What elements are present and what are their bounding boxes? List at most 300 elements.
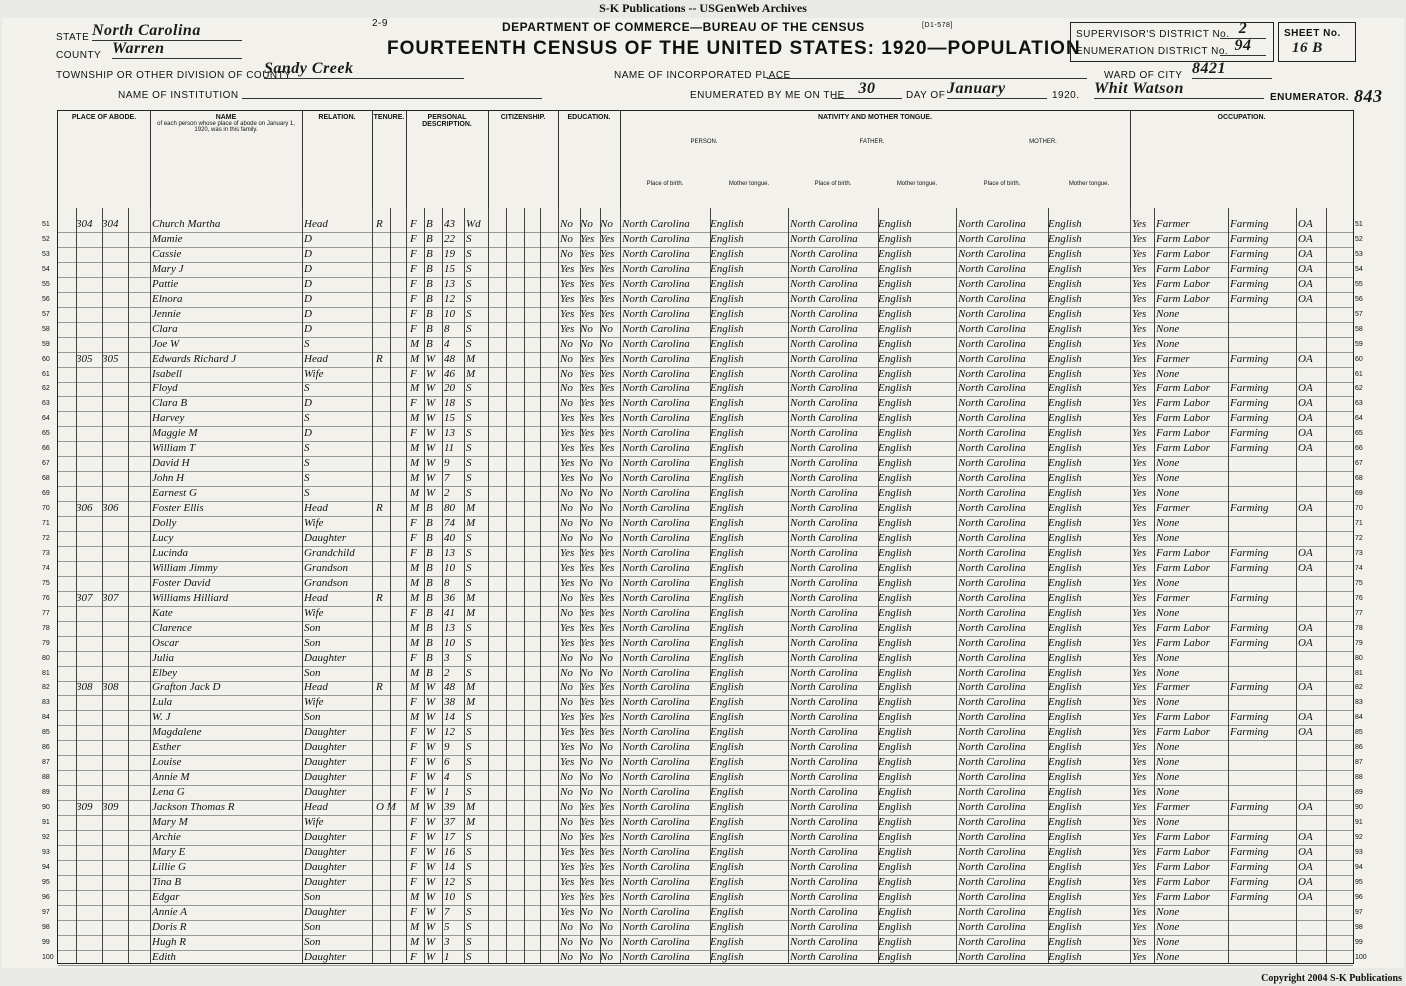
cell-relation: Daughter <box>304 950 347 963</box>
cell-mtongue: English <box>1048 651 1082 664</box>
cell-mtongue: English <box>1048 950 1082 963</box>
cell-write: Yes <box>600 546 615 559</box>
cell-age: 9 <box>444 457 450 470</box>
cell-english: Yes <box>1132 651 1147 664</box>
line-number-right: 57 <box>1355 310 1363 318</box>
cell-occupation: None <box>1156 696 1180 709</box>
cell-tongue: English <box>710 561 744 574</box>
cell-fbirth: North Carolina <box>790 801 858 814</box>
cell-english: Yes <box>1132 457 1147 470</box>
cell-class <box>1298 770 1324 785</box>
cell-dwelling <box>76 860 100 875</box>
cell-family <box>102 247 126 262</box>
cell-race: B <box>426 576 433 589</box>
cell-mtongue: English <box>1048 457 1082 470</box>
cell-industry: Farming <box>1230 277 1269 290</box>
cell-occupation: None <box>1156 472 1180 485</box>
cell-relation: Son <box>304 666 321 679</box>
cell-mtongue: English <box>1048 860 1082 873</box>
cell-write: Yes <box>600 860 615 873</box>
cell-mtongue: English <box>1048 591 1082 604</box>
cell-name: Edwards Richard J <box>152 352 237 365</box>
table-row <box>42 785 1363 801</box>
cell-marital: S <box>466 786 472 799</box>
cell-fbirth: North Carolina <box>790 546 858 559</box>
cell-mtongue: English <box>1048 367 1082 380</box>
cell-marital: M <box>466 352 476 365</box>
cell-marital: S <box>466 726 472 739</box>
cell-birth: North Carolina <box>622 487 690 500</box>
line-number: 68 <box>42 475 50 483</box>
cell-relation: S <box>304 337 310 350</box>
cell-read: Yes <box>580 367 595 380</box>
cell-industry <box>1230 920 1296 935</box>
cell-industry <box>1230 486 1296 501</box>
cell-fbirth: North Carolina <box>790 531 858 544</box>
cell-write: No <box>600 950 613 963</box>
cell-marital: M <box>466 696 476 709</box>
cell-school: No <box>560 830 573 843</box>
column-rule <box>1326 208 1327 963</box>
cell-mbirth: North Carolina <box>958 905 1026 918</box>
cell-class: OA <box>1298 427 1313 440</box>
cell-industry: Farming <box>1230 442 1269 455</box>
cell-mbirth: North Carolina <box>958 830 1026 843</box>
cell-tongue: English <box>710 771 744 784</box>
table-row <box>42 860 1363 876</box>
line-number-right: 69 <box>1355 490 1363 498</box>
cell-sex: M <box>410 412 420 425</box>
cell-mtongue: English <box>1048 247 1082 260</box>
cell-read: No <box>580 935 593 948</box>
cell-dwelling <box>76 277 100 292</box>
cell-race: B <box>426 322 433 335</box>
cell-mtongue: English <box>1048 875 1082 888</box>
column-rule <box>406 208 407 963</box>
cell-birth: North Carolina <box>622 218 690 230</box>
cell-ftongue: English <box>878 412 912 425</box>
cell-name: Clara <box>152 322 178 335</box>
cell-occupation: None <box>1156 666 1180 679</box>
cell-birth: North Carolina <box>622 756 690 769</box>
cell-read: Yes <box>580 262 595 275</box>
cell-name: Annie A <box>152 905 187 918</box>
line-number-right: 88 <box>1355 774 1363 782</box>
cell-marital: S <box>466 621 472 634</box>
ward-label: WARD OF CITY <box>1104 70 1183 81</box>
cell-tenure: R <box>376 591 383 604</box>
cell-mtongue: English <box>1048 816 1082 828</box>
cell-marital: S <box>466 875 472 888</box>
cell-read: Yes <box>580 711 595 724</box>
cell-class <box>1298 606 1324 621</box>
cell-marital: S <box>466 457 472 470</box>
cell-dwelling <box>76 262 100 277</box>
cell-dwelling <box>76 950 100 965</box>
cell-class <box>1298 651 1324 666</box>
cell-mtongue: English <box>1048 218 1082 230</box>
line-number-right: 64 <box>1355 415 1363 423</box>
table-row <box>42 755 1363 771</box>
cell-class: OA <box>1298 397 1313 410</box>
line-number: 75 <box>42 579 50 587</box>
cell-english: Yes <box>1132 935 1147 948</box>
cell-mbirth: North Carolina <box>958 801 1026 814</box>
cell-school: No <box>560 920 573 933</box>
cell-marital: M <box>466 606 476 619</box>
cell-occupation: Farm Labor <box>1156 636 1211 649</box>
cell-write: Yes <box>600 696 615 709</box>
cell-name: William Jimmy <box>152 561 218 574</box>
enumerator-value: Whit Watson <box>1094 80 1264 99</box>
cell-school: Yes <box>560 277 575 290</box>
cell-mtongue: English <box>1048 232 1082 245</box>
cell-family <box>102 307 126 322</box>
cell-english: Yes <box>1132 472 1147 485</box>
cell-age: 6 <box>444 756 450 769</box>
cell-family <box>102 845 126 860</box>
cell-dwelling <box>76 531 100 546</box>
line-number-right: 87 <box>1355 759 1363 767</box>
line-number-right: 72 <box>1355 534 1363 542</box>
cell-relation: Head <box>304 681 328 694</box>
cell-marital: M <box>466 502 476 515</box>
cell-sex: F <box>410 247 417 260</box>
cell-mbirth: North Carolina <box>958 741 1026 754</box>
cell-dwelling: 308 <box>76 681 93 694</box>
cell-english: Yes <box>1132 382 1147 395</box>
cell-occupation: None <box>1156 786 1180 799</box>
column-rule <box>128 208 129 963</box>
cell-tongue: English <box>710 801 744 814</box>
cell-family <box>102 471 126 486</box>
cell-name: Earnest G <box>152 487 197 500</box>
cell-write: Yes <box>600 292 615 305</box>
cell-marital: S <box>466 382 472 395</box>
cell-mbirth: North Carolina <box>958 232 1026 245</box>
line-number-right: 60 <box>1355 355 1363 363</box>
cell-occupation: Farm Labor <box>1156 397 1211 410</box>
cell-fbirth: North Carolina <box>790 711 858 724</box>
cell-fbirth: North Carolina <box>790 875 858 888</box>
cell-class <box>1298 337 1324 352</box>
line-number: 85 <box>42 729 50 737</box>
cell-class <box>1298 815 1324 830</box>
cell-age: 1 <box>444 950 450 963</box>
cell-name: Lula <box>152 696 173 709</box>
header-father-birth: Place of birth. <box>814 181 852 187</box>
cell-dwelling <box>76 695 100 710</box>
supervisor-value: 2 <box>1220 20 1266 39</box>
cell-birth: North Carolina <box>622 427 690 440</box>
cell-marital: S <box>466 262 472 275</box>
cell-write: Yes <box>600 606 615 619</box>
cell-age: 2 <box>444 666 450 679</box>
cell-relation: Grandson <box>304 561 349 574</box>
cell-race: B <box>426 636 433 649</box>
cell-ftongue: English <box>878 232 912 245</box>
cell-ftongue: English <box>878 905 912 918</box>
table-row <box>42 546 1363 562</box>
cell-mtongue: English <box>1048 502 1082 515</box>
cell-age: 13 <box>444 546 455 559</box>
cell-family <box>102 516 126 531</box>
cell-family <box>102 292 126 307</box>
line-number-right: 65 <box>1355 430 1363 438</box>
cell-dwelling <box>76 666 100 681</box>
header-mother-tongue: Mother tongue. <box>1068 181 1110 187</box>
cell-age: 46 <box>444 367 455 380</box>
cell-school: Yes <box>560 890 575 903</box>
cell-race: W <box>426 935 436 948</box>
cell-age: 12 <box>444 292 455 305</box>
cell-industry: Farming <box>1230 247 1269 260</box>
cell-ftongue: English <box>878 218 912 230</box>
cell-class <box>1298 456 1324 471</box>
cell-english: Yes <box>1132 816 1147 828</box>
cell-relation: Daughter <box>304 531 347 544</box>
cell-tongue: English <box>710 218 744 230</box>
cell-class <box>1298 950 1324 965</box>
cell-family <box>102 621 126 636</box>
cell-tongue: English <box>710 591 744 604</box>
cell-class: OA <box>1298 442 1313 455</box>
cell-tongue: English <box>710 517 744 529</box>
corner-note: 843 <box>1354 86 1383 106</box>
column-rule <box>442 208 443 963</box>
cell-mbirth: North Carolina <box>958 322 1026 335</box>
cell-marital: S <box>466 442 472 455</box>
cell-read: No <box>580 756 593 769</box>
header-father: FATHER. <box>859 139 885 145</box>
cell-school: No <box>560 337 573 350</box>
cell-tenure: R <box>376 352 383 365</box>
cell-write: Yes <box>600 262 615 275</box>
cell-mbirth: North Carolina <box>958 696 1026 709</box>
cell-industry <box>1230 576 1296 591</box>
table-row <box>42 471 1363 487</box>
cell-class <box>1298 322 1324 337</box>
line-number-right: 71 <box>1355 520 1363 527</box>
cell-tongue: English <box>710 576 744 589</box>
cell-sex: M <box>410 890 420 903</box>
cell-class <box>1298 666 1324 681</box>
line-number: 62 <box>42 385 50 393</box>
cell-name: Lucy <box>152 531 174 544</box>
cell-relation: Head <box>304 502 328 515</box>
line-number-right: 85 <box>1355 729 1363 737</box>
cell-class: OA <box>1298 502 1313 515</box>
cell-industry <box>1230 666 1296 681</box>
cell-school: Yes <box>560 262 575 275</box>
cell-english: Yes <box>1132 636 1147 649</box>
cell-birth: North Carolina <box>622 561 690 574</box>
cell-english: Yes <box>1132 860 1147 873</box>
cell-school: No <box>560 651 573 664</box>
cell-fbirth: North Carolina <box>790 636 858 649</box>
line-number-right: 63 <box>1355 400 1363 408</box>
cell-fbirth: North Carolina <box>790 621 858 634</box>
cell-marital: S <box>466 920 472 933</box>
cell-occupation: Farm Labor <box>1156 262 1211 275</box>
column-rule <box>1154 208 1155 963</box>
cell-class <box>1298 920 1324 935</box>
cell-name: Doris R <box>152 920 187 933</box>
cell-class: OA <box>1298 382 1313 395</box>
cell-class: OA <box>1298 801 1313 814</box>
cell-write: Yes <box>600 307 615 320</box>
cell-occupation: Farm Labor <box>1156 427 1211 440</box>
top-note: 2-9 <box>372 18 388 29</box>
cell-tongue: English <box>710 890 744 903</box>
cell-school: Yes <box>560 292 575 305</box>
cell-tongue: English <box>710 696 744 709</box>
cell-birth: North Carolina <box>622 517 690 529</box>
cell-sex: M <box>410 442 420 455</box>
cell-fbirth: North Carolina <box>790 322 858 335</box>
table-row <box>42 292 1363 308</box>
cell-occupation: None <box>1156 651 1180 664</box>
cell-mbirth: North Carolina <box>958 845 1026 858</box>
cell-fbirth: North Carolina <box>790 262 858 275</box>
cell-tongue: English <box>710 651 744 664</box>
cell-relation: S <box>304 382 310 395</box>
cell-family <box>102 531 126 546</box>
cell-write: Yes <box>600 890 615 903</box>
cell-age: 1 <box>444 786 450 799</box>
cell-read: Yes <box>580 307 595 320</box>
cell-industry: Farming <box>1230 890 1269 903</box>
cell-ftongue: English <box>878 711 912 724</box>
cell-read: Yes <box>580 816 595 828</box>
line-number: 97 <box>42 908 50 916</box>
cell-mbirth: North Carolina <box>958 621 1026 634</box>
cell-mtongue: English <box>1048 442 1082 455</box>
cell-mbirth: North Carolina <box>958 576 1026 589</box>
cell-tenure: R <box>376 218 383 230</box>
header-relation: RELATION. <box>302 111 373 208</box>
cell-occupation: Farm Labor <box>1156 726 1211 739</box>
cell-school: Yes <box>560 845 575 858</box>
cell-ftongue: English <box>878 576 912 589</box>
column-rule <box>710 208 711 963</box>
cell-dwelling <box>76 411 100 426</box>
cell-age: 8 <box>444 322 450 335</box>
cell-relation: Wife <box>304 517 324 529</box>
table-row <box>42 606 1363 622</box>
cell-school: Yes <box>560 561 575 574</box>
cell-write: No <box>600 756 613 769</box>
table-row <box>42 950 1367 966</box>
cell-race: B <box>426 218 433 230</box>
cell-class <box>1298 531 1324 546</box>
cell-birth: North Carolina <box>622 636 690 649</box>
cell-name: Pattie <box>152 277 179 290</box>
cell-ftongue: English <box>878 845 912 858</box>
cell-dwelling <box>76 381 100 396</box>
cell-fbirth: North Carolina <box>790 517 858 529</box>
cell-dwelling <box>76 426 100 441</box>
cell-family <box>102 262 126 277</box>
cell-industry: Farming <box>1230 382 1269 395</box>
column-rule <box>464 208 465 963</box>
cell-mbirth: North Carolina <box>958 412 1026 425</box>
cell-class <box>1298 785 1324 800</box>
table-row <box>42 277 1363 293</box>
cell-mbirth: North Carolina <box>958 531 1026 544</box>
cell-english: Yes <box>1132 830 1147 843</box>
cell-tongue: English <box>710 606 744 619</box>
cell-family: 304 <box>102 218 119 230</box>
cell-fbirth: North Carolina <box>790 277 858 290</box>
cell-mbirth: North Carolina <box>958 756 1026 769</box>
cell-read: Yes <box>580 845 595 858</box>
cell-dwelling <box>76 367 100 382</box>
census-title: FOURTEENTH CENSUS OF THE UNITED STATES: 1920—POPULATION <box>387 38 1081 59</box>
cell-class <box>1298 905 1324 920</box>
cell-birth: North Carolina <box>622 307 690 320</box>
cell-ftongue: English <box>878 472 912 485</box>
cell-read: Yes <box>580 561 595 574</box>
cell-class: OA <box>1298 875 1313 888</box>
cell-relation: Daughter <box>304 830 347 843</box>
cell-family <box>102 905 126 920</box>
cell-name: Church Martha <box>152 218 221 230</box>
cell-read: No <box>580 786 593 799</box>
cell-race: W <box>426 457 436 470</box>
cell-race: B <box>426 337 433 350</box>
table-row <box>42 456 1363 472</box>
cell-dwelling <box>76 441 100 456</box>
cell-race: B <box>426 606 433 619</box>
cell-family <box>102 740 126 755</box>
cell-occupation: Farmer <box>1156 591 1190 604</box>
cell-sex: F <box>410 845 417 858</box>
cell-read: No <box>580 666 593 679</box>
supervisor-label: SUPERVISOR'S DISTRICT No. <box>1076 29 1230 40</box>
cell-relation: Daughter <box>304 845 347 858</box>
cell-race: B <box>426 651 433 664</box>
cell-ftongue: English <box>878 517 912 529</box>
line-number-right: 97 <box>1355 908 1363 916</box>
cell-english: Yes <box>1132 756 1147 769</box>
cell-tongue: English <box>710 830 744 843</box>
column-rule <box>1228 208 1229 963</box>
cell-tongue: English <box>710 905 744 918</box>
cell-mtongue: English <box>1048 890 1082 903</box>
cell-read: Yes <box>580 427 595 440</box>
cell-english: Yes <box>1132 218 1147 230</box>
cell-dwelling <box>76 322 100 337</box>
column-rule <box>76 208 77 963</box>
cell-mtongue: English <box>1048 741 1082 754</box>
cell-relation: Daughter <box>304 771 347 784</box>
cell-race: B <box>426 277 433 290</box>
cell-race: B <box>426 546 433 559</box>
cell-industry: Farming <box>1230 726 1269 739</box>
line-number: 99 <box>42 938 50 946</box>
cell-mbirth: North Carolina <box>958 277 1026 290</box>
cell-relation: Daughter <box>304 860 347 873</box>
cell-mtongue: English <box>1048 517 1082 529</box>
cell-class: OA <box>1298 845 1313 858</box>
cell-mtongue: English <box>1048 546 1082 559</box>
cell-name: William T <box>152 442 196 455</box>
cell-read: Yes <box>580 621 595 634</box>
cell-school: No <box>560 681 573 694</box>
cell-industry: Farming <box>1230 561 1269 574</box>
cell-school: Yes <box>560 741 575 754</box>
